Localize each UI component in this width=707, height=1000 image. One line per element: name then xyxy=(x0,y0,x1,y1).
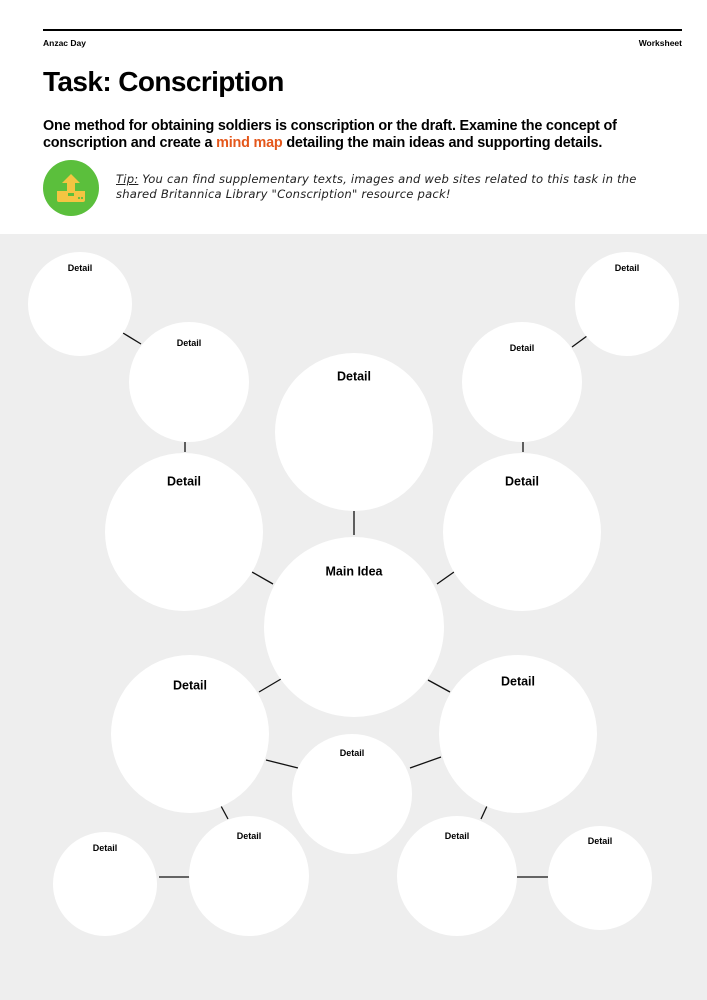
upload-icon xyxy=(43,160,99,216)
detail-label: Detail xyxy=(500,674,536,689)
detail-bubble-bottom-right xyxy=(397,816,517,936)
detail-label: Detail xyxy=(444,831,470,842)
detail-label: Detail xyxy=(336,369,372,384)
detail-bubble-left xyxy=(105,453,263,611)
detail-label: Detail xyxy=(339,748,365,759)
instructions-text-2: detailing the main ideas and supporting details. xyxy=(282,135,603,151)
detail-label: Detail xyxy=(92,843,118,854)
tip-label: Tip: xyxy=(116,172,139,186)
detail-bubble-right xyxy=(443,453,601,611)
header-left: Anzac Day xyxy=(43,38,86,48)
detail-bubble-bottom-left xyxy=(189,816,309,936)
main-idea-bubble xyxy=(264,537,444,717)
detail-label: Detail xyxy=(236,831,262,842)
connector-line xyxy=(259,679,281,692)
detail-bubble-corner-left xyxy=(28,252,132,356)
main-idea-label: Main Idea xyxy=(325,564,383,579)
bubble-shape xyxy=(462,322,582,442)
connector-line xyxy=(266,760,298,768)
instructions-highlight: mind map xyxy=(216,135,283,151)
connector-line xyxy=(572,336,587,347)
connector-line xyxy=(481,806,487,819)
upload-icon-graphic xyxy=(43,160,99,216)
detail-bubble-lower-right xyxy=(439,655,597,813)
page-title: Task: Conscription xyxy=(43,66,284,97)
mind-map-area xyxy=(0,234,707,1000)
top-rule xyxy=(43,29,682,31)
tip-text xyxy=(116,172,676,202)
tip-body: You can find supplementary texts, images and web sites related to this task in the shared Britannica Library "Conscription" resource pack! xyxy=(116,172,637,201)
connector-line xyxy=(123,333,141,344)
connector-line xyxy=(221,806,228,819)
header-right: Worksheet xyxy=(638,38,682,48)
connector-line xyxy=(428,680,450,692)
detail-label: Detail xyxy=(504,474,540,489)
detail-label: Detail xyxy=(172,678,208,693)
mind-map xyxy=(0,234,707,1000)
detail-bubble-bottom-far-left xyxy=(53,832,157,936)
detail-bubble-upper-right xyxy=(462,322,582,442)
detail-bubble-bottom-far-right xyxy=(548,826,652,930)
detail-bubble-top-center xyxy=(275,353,433,511)
instructions-text-1: One method for obtaining soldiers is conscription or the draft. Examine the concept of conscription and create a xyxy=(43,118,617,151)
detail-bubble-lower-left xyxy=(111,655,269,813)
connector-line xyxy=(252,572,273,584)
detail-label: Detail xyxy=(614,263,640,274)
connector-line xyxy=(437,572,454,584)
connector-line xyxy=(410,757,441,768)
detail-label: Detail xyxy=(166,474,202,489)
detail-label: Detail xyxy=(509,343,535,354)
detail-label: Detail xyxy=(587,836,613,847)
detail-label: Detail xyxy=(67,263,93,274)
detail-bubble-bottom-center xyxy=(292,734,412,854)
detail-bubble-corner-right xyxy=(575,252,679,356)
detail-bubble-upper-left xyxy=(129,322,249,442)
instructions xyxy=(43,118,673,152)
detail-label: Detail xyxy=(176,338,202,349)
